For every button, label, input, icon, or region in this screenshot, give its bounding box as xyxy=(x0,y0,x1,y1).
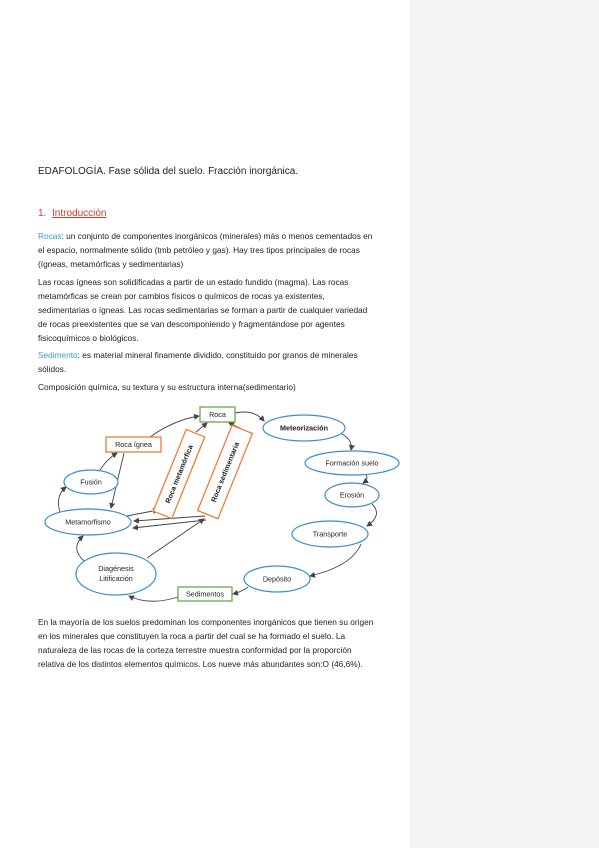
paragraph-line xyxy=(38,348,406,362)
arrow-roca-sedimentaria-to-metamorfismo-2 xyxy=(133,520,206,528)
section-title: Introducción xyxy=(52,208,107,219)
paragraph-rocas xyxy=(38,229,406,271)
paragraph-line: naturaleza de las rocas de la corteza terrestre muestra conformidad por la proporción xyxy=(38,645,352,655)
formacion-suelo-label: Formación suelo xyxy=(325,458,379,468)
litificacion-label: Litificación xyxy=(99,574,133,583)
node-deposito xyxy=(244,566,310,592)
paragraph-line: En la mayoría de los suelos predominan los componentes inorgánicos que tienen su origen xyxy=(38,617,374,627)
node-erosion xyxy=(325,483,379,507)
node-formacion-suelo xyxy=(305,451,399,475)
metamorfismo-label: Metamorfismo xyxy=(65,517,111,527)
section-heading xyxy=(38,207,406,221)
paragraph-line: sólidos. xyxy=(38,364,67,374)
arrow-meteorizacion-to-formacion-suelo xyxy=(342,434,351,450)
arrow-deposito-to-sedimentos xyxy=(233,587,248,594)
arrow-sedimentos-to-diagenesis xyxy=(129,596,178,601)
node-fusion xyxy=(64,470,118,494)
fusion-label: Fusión xyxy=(80,477,102,487)
arrow-transporte-to-deposito xyxy=(310,544,361,576)
paragraph-sedimento xyxy=(38,348,406,376)
paragraph-line xyxy=(38,229,406,243)
node-roca-sedimentaria xyxy=(198,425,253,519)
node-diagenesis xyxy=(76,553,156,595)
node-roca-ignea xyxy=(106,437,161,452)
node-roca xyxy=(200,407,235,422)
paragraph-text: : es material mineral finamente dividido, constituido por granos de minerales xyxy=(77,350,358,360)
diagenesis-label: Diagénesis xyxy=(98,564,134,573)
node-meteorizacion xyxy=(263,415,345,441)
arrow-erosion-to-transporte xyxy=(367,504,376,526)
arrow-metamorfismo-to-fusion xyxy=(58,487,66,512)
arrow-diagenesis-to-metamorfismo xyxy=(77,536,84,561)
rock-cycle-diagram xyxy=(0,398,410,610)
meteorizacion-label: Meteorización xyxy=(280,423,328,433)
node-metamorfismo xyxy=(45,509,131,535)
title-text: EDAFOLOGÍA. Fase sólida del suelo. Fracción inorgánica. xyxy=(38,166,299,177)
arrow-diagenesis-to-roca-sedimentaria xyxy=(147,519,204,558)
paragraph-line: Composición química, su textura y su estructura interna(sedimentario) xyxy=(38,382,296,392)
paragraph-line: en los minerales que constituyen la roca a partir del cual se ha formado el suelo. La xyxy=(38,631,346,641)
transporte-label: Transporte xyxy=(312,529,348,539)
paragraph-line: fisicoquímicos o biológicos. xyxy=(38,333,139,343)
section-number: 1. xyxy=(38,208,47,219)
paragraph-text: : un conjunto de componentes inorgánicos (minerales) más o menos cementados en xyxy=(61,231,373,241)
deposito-label: Depósito xyxy=(262,574,292,584)
roca-sedimentaria-label: Roca sedimentaria xyxy=(208,440,242,504)
paragraph-line: Las rocas ígneas son solidificadas a partir de un estado fundido (magma). Las rocas xyxy=(38,277,349,287)
paragraph-suelos xyxy=(38,615,406,671)
node-sedimentos xyxy=(178,587,232,601)
paragraph-tipos-rocas xyxy=(38,275,406,345)
paragraph-line: de rocas preexistentes que se van descomponiendo y fragmentándose por agentes xyxy=(38,319,345,329)
arrow-roca-to-meteorizacion xyxy=(235,412,264,421)
arrow-formacion-suelo-to-erosion xyxy=(363,475,367,483)
term-sedimento: Sedimento xyxy=(38,350,78,360)
paragraph-line: (ígneas, metamórficas y sedimentarias) xyxy=(38,259,184,269)
arrow-roca-metamorfica-to-roca xyxy=(196,423,207,432)
erosion-label: Erosión xyxy=(339,490,365,500)
comment-pane xyxy=(410,0,599,848)
paragraph-line: el espacio, normalmente sólido (tmb petróleo y gas). Hay tres tipos principales de rocas xyxy=(38,245,360,255)
arrow-fusion-to-roca-ignea xyxy=(100,453,117,470)
paragraph-line: relativa de los distintos elementos químicos. Los nueve más abundantes son:O (46,6%). xyxy=(38,659,363,669)
node-transporte xyxy=(292,521,368,547)
document-title xyxy=(38,165,406,179)
term-rocas: Rocas xyxy=(38,231,62,241)
paragraph-line: sedimentarias o ígneas. Las rocas sedimentarias se forman a partir de cualquier variedad xyxy=(38,305,368,315)
paragraph-line: metamórficas se crean por cambios físicos o químicos de rocas ya existentes, xyxy=(38,291,325,301)
roca-ignea-label: Roca ígnea xyxy=(115,440,152,449)
roca-metamorfica-label: Roca metamórfica xyxy=(163,443,195,505)
sedimentos-label: Sedimentos xyxy=(186,589,224,599)
roca-label: Roca xyxy=(209,410,226,419)
paragraph-composicion xyxy=(38,380,406,394)
